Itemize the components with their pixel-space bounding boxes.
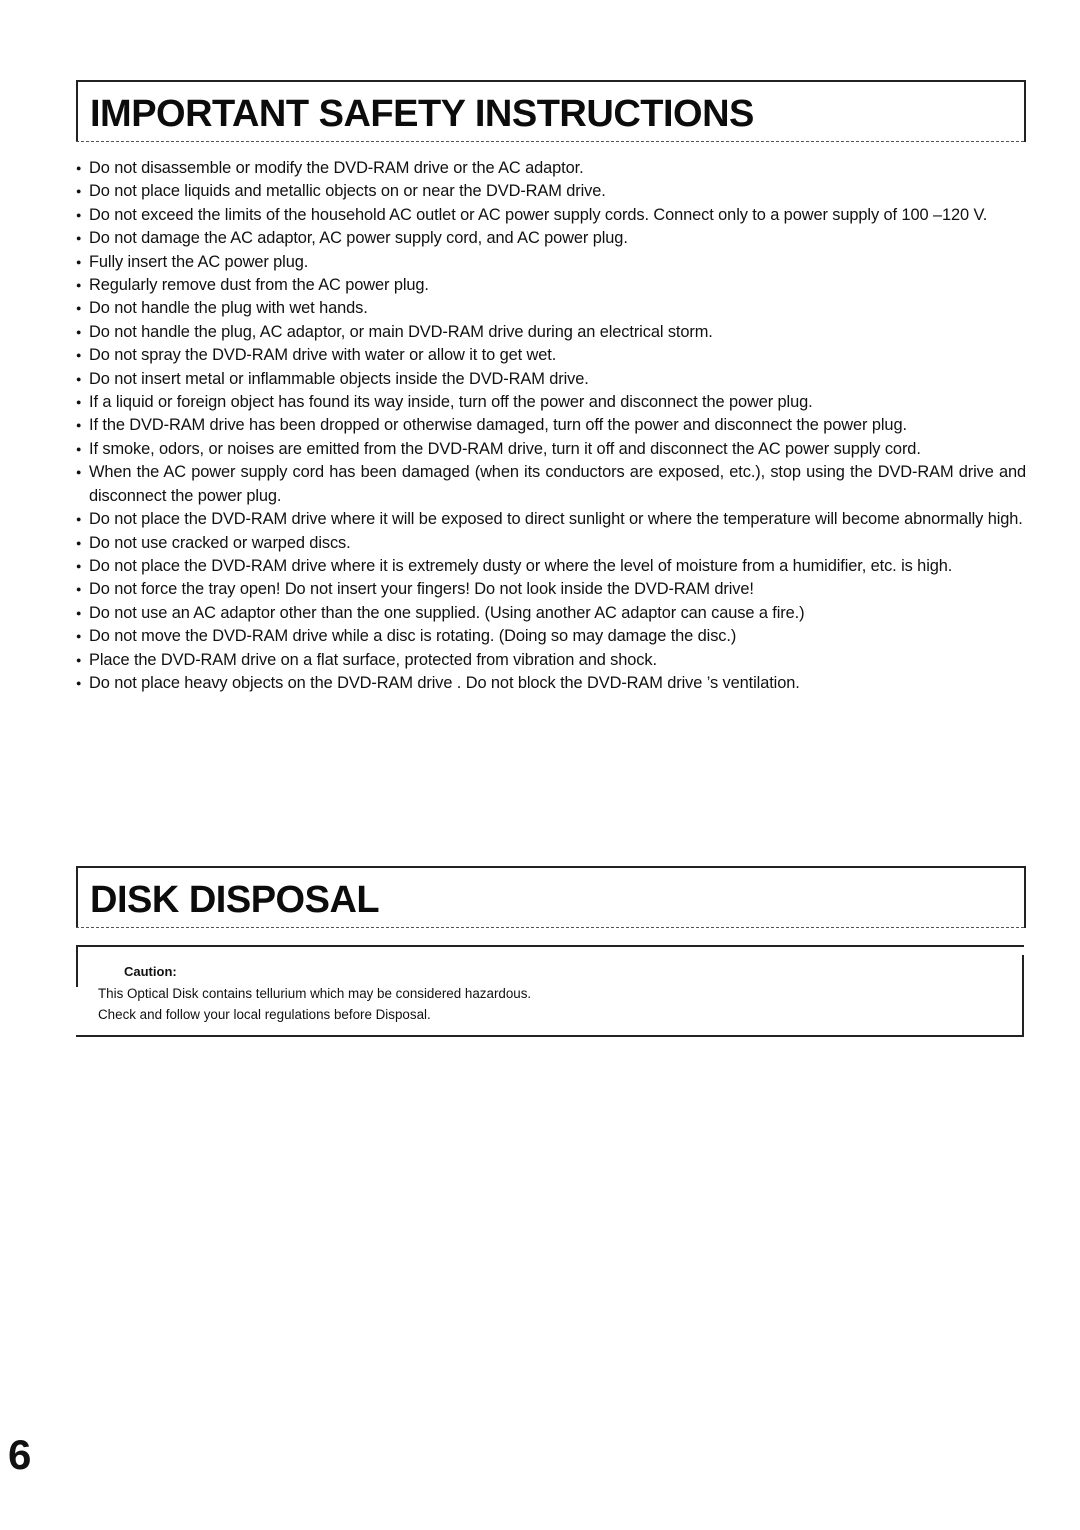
list-item: ● Do not use an AC adaptor other than the one supplied. (Using another AC adaptor can cause a fire.) <box>76 602 1026 625</box>
list-item: ● If smoke, odors, or noises are emitted from the DVD-RAM drive, turn it off and disconnect the AC power supply cord. <box>76 438 1026 461</box>
list-item: ● Do not place the DVD-RAM drive where it is extremely dusty or where the level of moisture from a humidifier, etc. is high. <box>76 555 1026 578</box>
list-item: ● Regularly remove dust from the AC power plug. <box>76 274 1026 297</box>
list-item: ● Do not place heavy objects on the DVD-RAM drive . Do not block the DVD-RAM drive ’s ventilation. <box>76 672 1026 695</box>
safety-section-title: IMPORTANT SAFETY INSTRUCTIONS <box>90 93 754 135</box>
list-item: ● Do not use cracked or warped discs. <box>76 532 1026 555</box>
list-item: ● If the DVD-RAM drive has been dropped or otherwise damaged, turn off the power and disconnect the power plug. <box>76 414 1026 437</box>
disposal-section-header <box>76 866 1026 928</box>
list-item: ● Do not spray the DVD-RAM drive with water or allow it to get wet. <box>76 344 1026 367</box>
page-number: 6 <box>8 1431 32 1478</box>
list-item: ● Do not disassemble or modify the DVD-RAM drive or the AC adaptor. <box>76 157 1026 180</box>
list-item: ● Do not place the DVD-RAM drive where it will be exposed to direct sunlight or where the temperature will become abnormally high. <box>76 508 1026 531</box>
list-item: ● Do not move the DVD-RAM drive while a disc is rotating. (Doing so may damage the disc.) <box>76 625 1026 648</box>
list-item: ● Fully insert the AC power plug. <box>76 251 1026 274</box>
list-item: ● Do not exceed the limits of the household AC outlet or AC power supply cords. Connect only to a power supply of 100 –120 V. <box>76 204 1026 227</box>
list-item: ● Place the DVD-RAM drive on a flat surface, protected from vibration and shock. <box>76 649 1026 672</box>
caution-text-line: This Optical Disk contains tellurium which may be considered hazardous. <box>98 986 532 1001</box>
list-item: ● When the AC power supply cord has been damaged (when its conductors are exposed, etc.), stop using the DVD-RAM drive and disconnect the power plug. <box>76 461 1026 508</box>
list-item: ● Do not handle the plug, AC adaptor, or main DVD-RAM drive during an electrical storm. <box>76 321 1026 344</box>
safety-instructions-list <box>76 157 1026 695</box>
list-item: ● Do not force the tray open! Do not insert your fingers! Do not look inside the DVD-RAM drive! <box>76 578 1026 601</box>
list-item: ● Do not handle the plug with wet hands. <box>76 297 1026 320</box>
safety-section-header <box>76 80 1026 142</box>
caution-box <box>76 945 1024 1037</box>
list-item: ● Do not insert metal or inflammable objects inside the DVD-RAM drive. <box>76 368 1026 391</box>
list-item: ● If a liquid or foreign object has found its way inside, turn off the power and disconnect the power plug. <box>76 391 1026 414</box>
caution-label: Caution: <box>124 964 177 979</box>
list-item: ● Do not place liquids and metallic objects on or near the DVD-RAM drive. <box>76 180 1026 203</box>
disposal-section-title: DISK DISPOSAL <box>90 879 380 921</box>
list-item: ● Do not damage the AC adaptor, AC power supply cord, and AC power plug. <box>76 227 1026 250</box>
caution-text-line: Check and follow your local regulations before Disposal. <box>98 1007 431 1022</box>
